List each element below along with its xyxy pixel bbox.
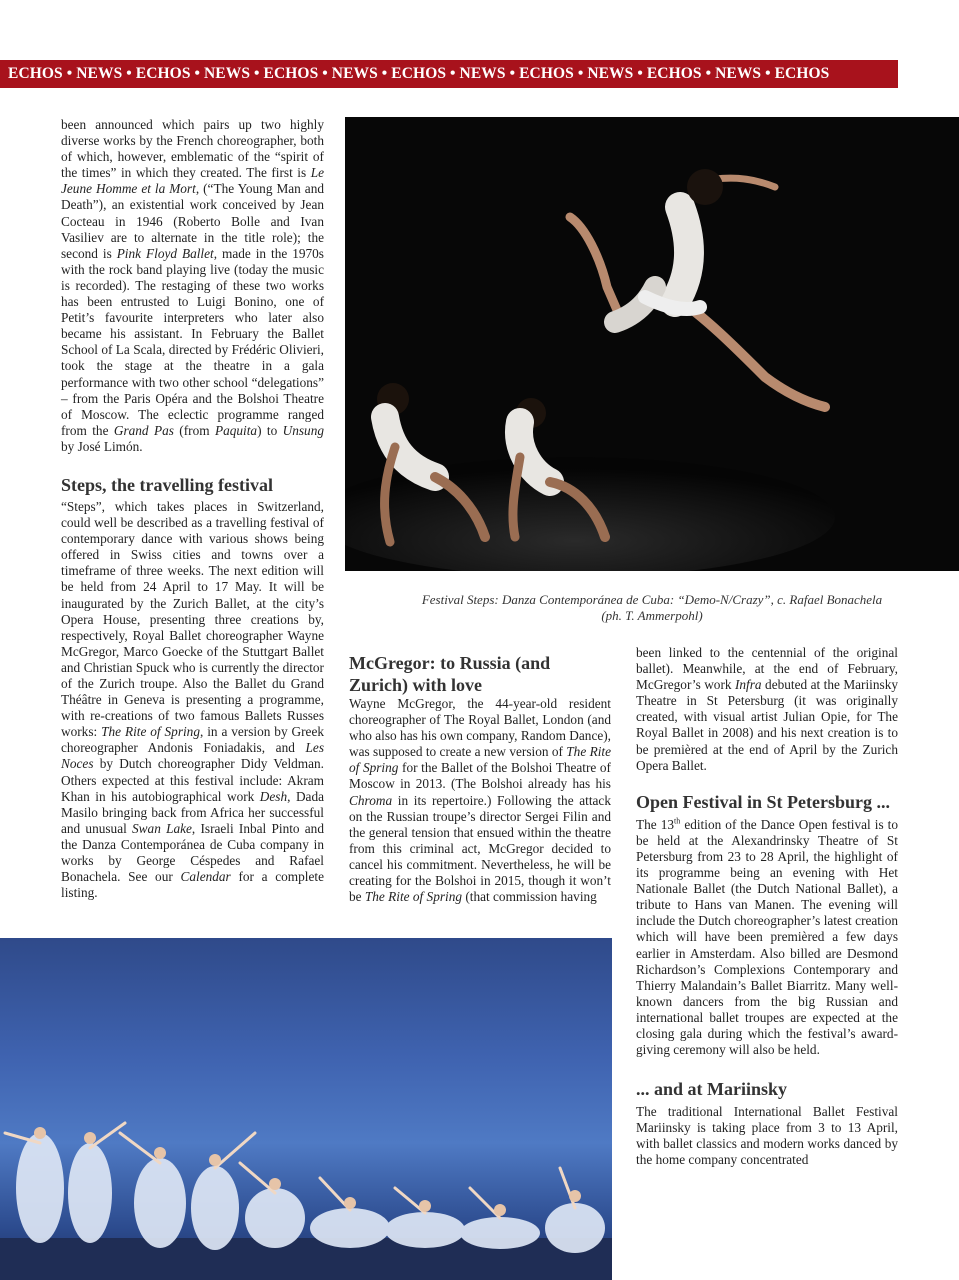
ballet-intro-paragraph: been announced which pairs up two highly diverse works by the French choreographer, both of which, however, emblematic of the “spirit of the times” in which they created. The first is Le Jeune Homme et la Mort, (“The Young Man and Death”), an existential work conceived by Jean Cocteau in 1946 (Roberto Bolle and Ivan Vasiliev are to alternate in the title role); the second is Pink Floyd Ballet, made in the 1970s with the rock band playing live (today the music is recorded). The restaging of these two works has been entrusted to Luigi Bonino, one of Petit’s favourite interpreters who later also became his assistant. In February the Ballet School of La Scala, directed by Frédéric Olivieri, took the stage at the theatre in a gala performance with two other school “delegations” – from the Paris Opéra and the Bolshoi Theatre of Moscow. The eclectic programme ranged from the Grand Pas (from Paquita) to Unsung by José Limón. <box>61 117 324 454</box>
photo-caption: Festival Steps: Danza Contemporánea de Cuba: “Demo-N/Crazy”, c. Rafael Bonachela (ph. T. Ammerpohl) <box>421 592 883 623</box>
mcgregor-continued-paragraph: been linked to the centennial of the original ballet). Meanwhile, at the end of February, McGregor’s work Infra debuted at the Mariinsky Theatre in St Petersburg (it was originally created, with visual artist Julian Opie, for The Royal Ballet in 2008) and his next creation is to be premièred at the end of April by the Zurich Opera Ballet. <box>636 645 898 773</box>
article-column-right <box>636 645 898 1169</box>
festival-steps-photo <box>345 117 959 571</box>
steps-paragraph: “Steps”, which takes places in Switzerland, could well be described as a travelling festival of contemporary dance with various shows being offered in Swiss cities and towns over a timeframe of three weeks. The next edition will be held from 24 April to 17 May. It will be inaugurated by the Zurich Ballet, at the city’s Opera House, presenting three creations by, respectively, Royal Ballet choreographer Wayne McGregor, Marco Goecke of the Stuttgart Ballet and Christian Spuck who is currently the director of the Zurich troupe. Also the Ballet du Grand Théâtre in Geneva is presenting a programme, with re-creations of two famous Ballets Russes works: The Rite of Spring, in a version by Greek choreographer Andonis Foniadakis, and Les Noces by Dutch choreographer Didy Veldman. Others expected at this festival include: Akram Khan in his autobiographical work Desh, Dada Masilo bringing back from Africa her successful and unusual Swan Lake, Israeli Inbal Pinto and the Danza Contemporánea de Cuba company in works by George Céspedes and Rafael Bonachela. See our Calendar for a complete listing. <box>61 498 324 901</box>
mcgregor-heading: McGregor: to Russia (and Zurich) with love <box>349 653 551 695</box>
mariinsky-paragraph: The traditional International Ballet Festival Mariinsky is taking place from 3 to 13 April, with ballet classics and modern works danced by the home company concentrated <box>636 1104 898 1168</box>
article-column-left <box>61 117 324 901</box>
steps-heading: Steps, the travelling festival <box>61 474 273 495</box>
dancers-illustration <box>345 117 959 571</box>
ballet-ensemble-illustration <box>0 938 612 1280</box>
mcgregor-paragraph: Wayne McGregor, the 44-year-old resident choreographer of The Royal Ballet, London (and who also has his own company, Random Dance), was supposed to create a new version of The Rite of Spring for the Ballet of the Bolshoi Theatre of Moscow in 2013. (The Bolshoi already has his Chroma in its repertoire.) Following the attack on the Russian troupe’s director Sergei Filin and the general tension that ensued within the theatre from this criminal act, McGregor decided to cancel his commitment. Nevertheless, he will be creating for the Bolshoi in 2015, though it won’t be The Rite of Spring (that commission having <box>349 696 611 905</box>
open-festival-paragraph: The 13th edition of the Dance Open festival is to be held at the Alexandrinsky Theatre of St Petersburg from 23 to 28 April, the highlight of its programme being an evening with Het Nationale Ballet (the Dutch National Ballet), a tribute to Hans van Manen. The evening will include the Dutch choreographer’s latest creation which will have been premièred a few days earlier in Amsterdam. Also billed are Desmond Richardson’s Complexions Contemporary and Thierry Malandain’s Ballet Biarritz. Many well-known dancers from the big Russian and international ballet troupes are expected at the closing gala during which the festival’s award-giving ceremony will also be held. <box>636 816 899 1058</box>
open-festival-heading: Open Festival in St Petersburg ... <box>636 791 890 812</box>
article-column-middle <box>349 652 611 905</box>
section-banner: ECHOS • NEWS • ECHOS • NEWS • ECHOS • NEWS • ECHOS • NEWS • ECHOS • NEWS • ECHOS • NEWS • ECHOS <box>0 60 898 88</box>
corps-de-ballet-photo <box>0 938 612 1280</box>
mariinsky-heading: ... and at Mariinsky <box>636 1079 788 1100</box>
